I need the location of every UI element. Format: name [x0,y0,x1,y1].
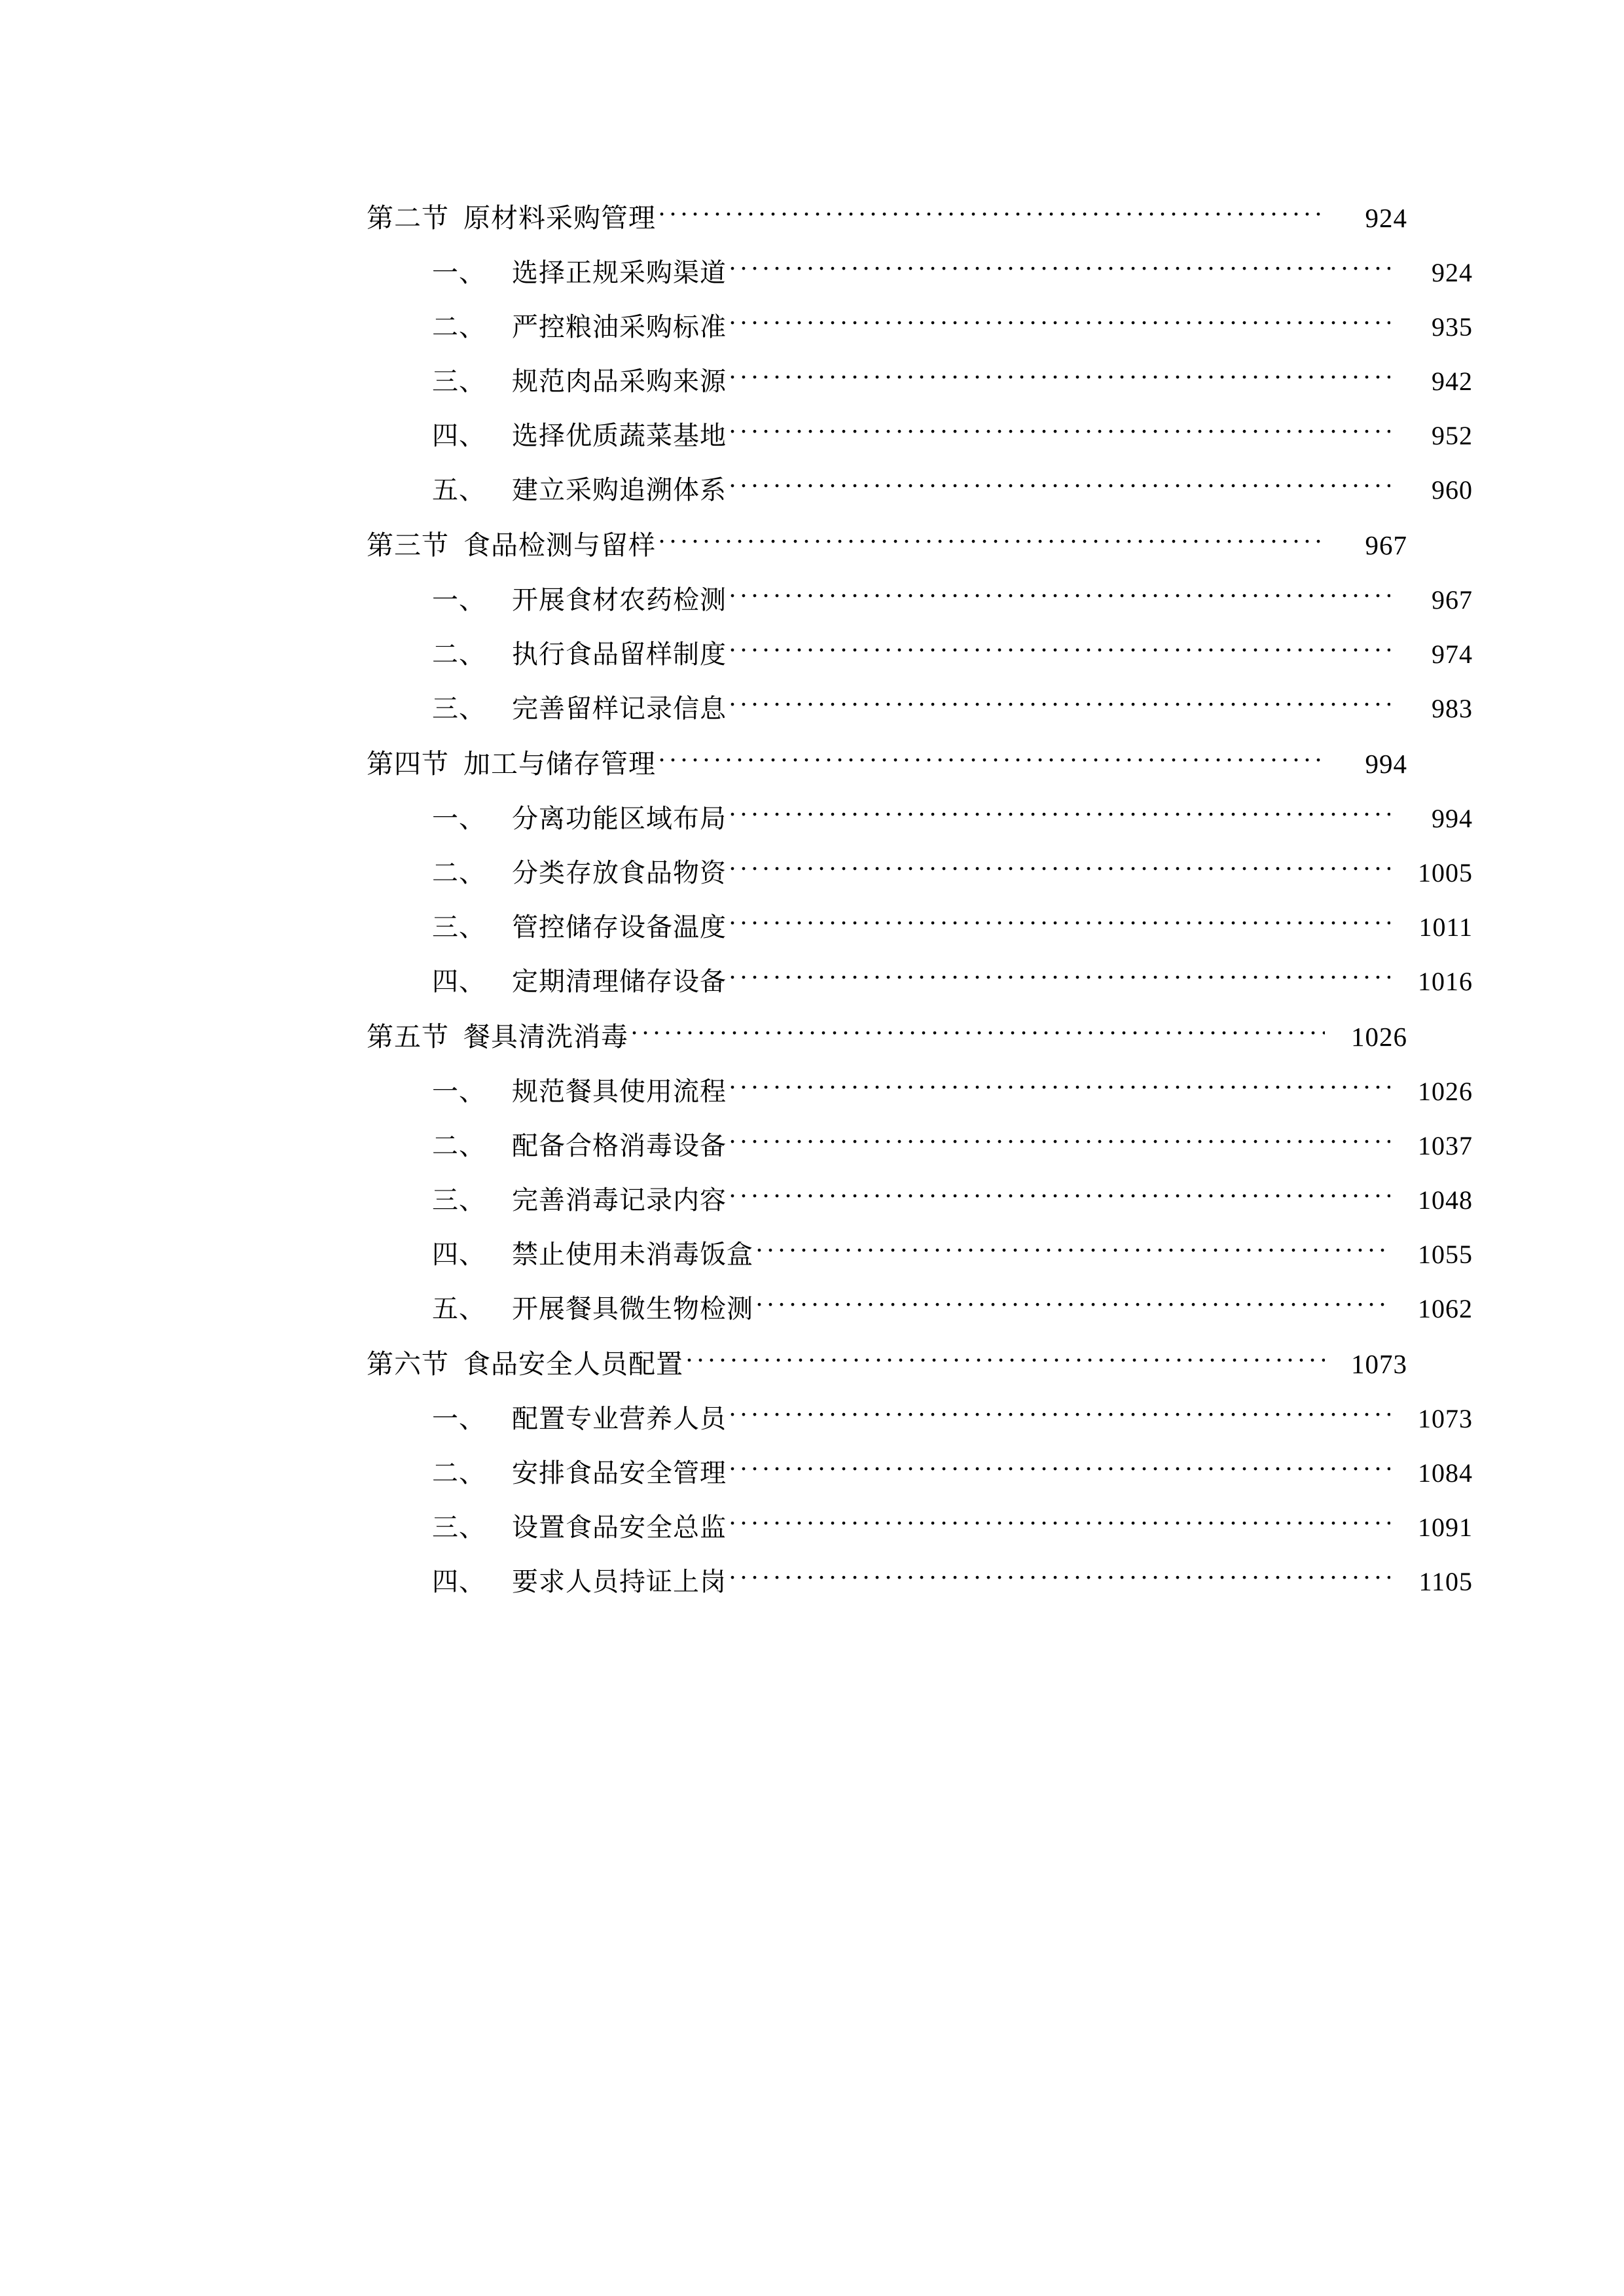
toc-item-number: 一、 [432,1404,486,1433]
toc-item-number: 一、 [432,585,486,615]
toc-page-number: 1005 [1418,858,1473,888]
toc-page-number: 1091 [1418,1513,1473,1542]
toc-section-label: 第三节 [367,530,449,560]
toc-entry[interactable] [367,361,1473,398]
toc-entry-title: 餐具清洗消毒 [463,1022,628,1052]
toc-item-number: 二、 [432,1458,486,1488]
toc-entry-title: 食品安全人员配置 [463,1349,683,1379]
toc-page-number: 924 [1365,203,1407,233]
toc-entry[interactable] [367,306,1473,344]
toc-item-number: 一、 [432,258,486,287]
toc-leader-dots [729,1128,1390,1155]
toc-leader-dots [729,583,1390,609]
toc-leader-dots [729,1074,1390,1100]
toc-entry[interactable] [367,196,1407,235]
toc-entry[interactable] [367,1452,1473,1490]
toc-entry-title: 要求人员持证上岗 [512,1567,727,1596]
toc-item-number: 四、 [432,1240,486,1269]
toc-entry-title: 执行食品留样制度 [512,639,727,669]
toc-entry[interactable] [367,1234,1473,1271]
toc-item-number: 二、 [432,1131,486,1160]
toc-item-number: 三、 [432,694,486,723]
toc-page-number: 974 [1432,639,1473,669]
toc-entry[interactable] [367,1179,1473,1217]
toc-page-number: 960 [1432,475,1473,505]
toc-page-number: 1073 [1418,1404,1473,1433]
table-of-contents [367,196,1473,1598]
toc-entry-title: 开展食材农药检测 [512,585,727,615]
toc-page-number: 1048 [1418,1185,1473,1215]
toc-entry-title: 禁止使用未消毒饭盒 [512,1240,753,1269]
toc-item-number: 四、 [432,1567,486,1596]
toc-entry-title: 配置专业营养人员 [512,1404,727,1433]
toc-entry[interactable] [367,579,1473,617]
toc-entry-title: 设置食品安全总监 [512,1513,727,1542]
toc-leader-dots [729,473,1390,499]
toc-leader-dots [729,418,1390,444]
toc-item-number: 五、 [432,1294,486,1323]
toc-entry-title: 定期清理储存设备 [512,967,727,996]
toc-item-number: 一、 [432,1077,486,1106]
toc-entry[interactable] [367,1071,1473,1108]
toc-item-number: 二、 [432,639,486,669]
toc-entry-title: 管控储存设备温度 [512,912,727,942]
toc-item-number: 二、 [432,312,486,342]
toc-leader-dots [729,364,1390,390]
toc-leader-dots [729,855,1390,882]
toc-page-number: 983 [1432,694,1473,723]
toc-entry[interactable] [367,742,1407,781]
toc-page-number: 994 [1432,804,1473,833]
toc-leader-dots [729,801,1390,827]
toc-page-number: 1073 [1351,1349,1407,1379]
toc-leader-dots [729,691,1390,717]
toc-item-number: 二、 [432,858,486,888]
toc-entry[interactable] [367,961,1473,998]
toc-page-number: 952 [1432,421,1473,450]
toc-page-number: 1026 [1351,1022,1407,1052]
toc-entry[interactable] [367,1015,1407,1054]
toc-leader-dots [729,1456,1390,1482]
toc-entry-title: 加工与储存管理 [463,749,656,779]
toc-entry-title: 原材料采购管理 [463,203,656,233]
toc-entry[interactable] [367,1507,1473,1544]
toc-leader-dots [729,964,1390,990]
toc-item-number: 五、 [432,475,486,505]
toc-leader-dots [729,255,1390,281]
toc-entry-title: 选择优质蔬菜基地 [512,421,727,450]
toc-leader-dots [686,1347,1325,1373]
toc-page-number: 994 [1365,749,1407,779]
toc-item-number: 四、 [432,967,486,996]
toc-page-number: 1011 [1418,912,1473,942]
toc-entry[interactable] [367,415,1473,452]
toc-item-number: 三、 [432,367,486,396]
toc-item-number: 三、 [432,1185,486,1215]
toc-entry-title: 规范肉品采购来源 [512,367,727,396]
toc-leader-dots [729,1510,1390,1536]
toc-entry[interactable] [367,634,1473,671]
toc-page-number: 1055 [1418,1240,1473,1269]
toc-section-label: 第二节 [367,203,449,233]
toc-entry[interactable] [367,1398,1473,1435]
toc-page-number: 1016 [1418,967,1473,996]
toc-entry-title: 严控粮油采购标准 [512,312,727,342]
toc-entry[interactable] [367,524,1407,562]
toc-entry[interactable] [367,1342,1407,1381]
toc-entry-title: 选择正规采购渠道 [512,258,727,287]
toc-entry-title: 食品检测与留样 [463,530,656,560]
toc-section-label: 第四节 [367,749,449,779]
toc-page-number: 1026 [1418,1077,1473,1106]
toc-page-number: 942 [1432,367,1473,396]
toc-leader-dots [729,1183,1390,1209]
toc-entry-title: 分离功能区域布局 [512,804,727,833]
toc-entry[interactable] [367,688,1473,725]
toc-item-number: 四、 [432,421,486,450]
toc-item-number: 三、 [432,1513,486,1542]
toc-entry[interactable] [367,252,1473,289]
toc-entry-title: 完善消毒记录内容 [512,1185,727,1215]
toc-page-number: 967 [1365,530,1407,560]
toc-entry-title: 建立采购追溯体系 [512,475,727,505]
toc-page-number: 1062 [1418,1294,1473,1323]
toc-entry-title: 规范餐具使用流程 [512,1077,727,1106]
toc-leader-dots [729,637,1390,663]
toc-page-number: 924 [1432,258,1473,287]
toc-entry[interactable] [367,852,1473,889]
toc-leader-dots [659,201,1325,227]
toc-section-label: 第六节 [367,1349,449,1379]
toc-leader-dots [729,310,1390,336]
toc-leader-dots [756,1291,1390,1318]
toc-leader-dots [729,1401,1390,1427]
toc-page-number: 935 [1432,312,1473,342]
toc-page-number: 1037 [1418,1131,1473,1160]
toc-leader-dots [659,747,1325,773]
toc-leader-dots [729,1564,1390,1590]
toc-page-number: 1105 [1418,1567,1473,1596]
toc-page-number: 1084 [1418,1458,1473,1488]
toc-entry-title: 分类存放食品物资 [512,858,727,888]
toc-entry[interactable] [367,1288,1473,1325]
toc-entry-title: 配备合格消毒设备 [512,1131,727,1160]
toc-entry[interactable] [367,798,1473,835]
toc-leader-dots [756,1237,1390,1263]
toc-entry-title: 安排食品安全管理 [512,1458,727,1488]
toc-entry[interactable] [367,1561,1473,1598]
toc-entry-title: 完善留样记录信息 [512,694,727,723]
toc-entry[interactable] [367,469,1473,507]
toc-leader-dots [631,1020,1325,1046]
toc-page-number: 967 [1432,585,1473,615]
toc-item-number: 三、 [432,912,486,942]
toc-item-number: 一、 [432,804,486,833]
toc-leader-dots [729,910,1390,936]
toc-entry-title: 开展餐具微生物检测 [512,1294,753,1323]
toc-entry[interactable] [367,906,1473,944]
toc-leader-dots [659,528,1325,554]
toc-entry[interactable] [367,1125,1473,1162]
toc-section-label: 第五节 [367,1022,449,1052]
